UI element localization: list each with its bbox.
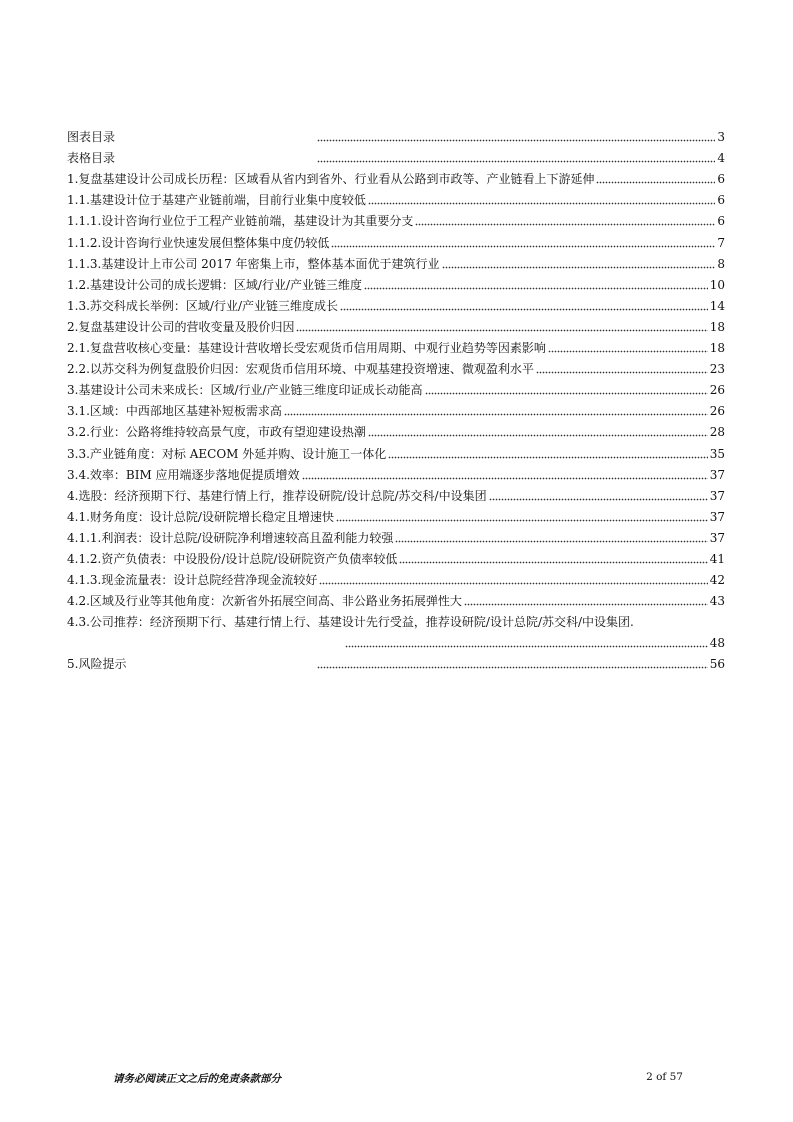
toc-entry[interactable]	[67, 525, 725, 546]
dot-leader	[368, 425, 708, 437]
dot-leader	[317, 657, 708, 669]
toc-entry[interactable]	[67, 124, 725, 145]
toc-entry[interactable]	[67, 462, 725, 483]
toc-entry-title[interactable]: 4.1.2.资产负债表：中设股份/设计总院/设研院资产负债率较低	[67, 551, 398, 566]
dot-leader	[296, 320, 707, 332]
toc-entry[interactable]	[67, 567, 725, 588]
toc-entry[interactable]	[67, 251, 725, 272]
toc-entry-title[interactable]: 4.2.区域及行业等其他角度：次新省外拓展空间高、非公路业务拓展弹性大	[67, 594, 462, 609]
toc-entry[interactable]	[67, 187, 725, 208]
toc-entry-title[interactable]: 4.1.1.利润表：设计总院/设研院净利增速较高且盈利能力较强	[67, 530, 394, 545]
toc-entry-page[interactable]: 6	[717, 193, 725, 208]
toc-entry[interactable]	[67, 377, 725, 398]
dot-leader	[425, 383, 708, 395]
toc-entry[interactable]	[67, 145, 725, 166]
toc-entry[interactable]	[67, 651, 725, 672]
toc-entry-page[interactable]: 43	[709, 594, 725, 609]
dot-leader	[596, 172, 715, 184]
dot-leader	[340, 299, 708, 311]
toc-entry-title[interactable]: 2.复盘基建设计公司的营收变量及股价归因	[67, 319, 295, 334]
dot-leader	[317, 151, 715, 163]
toc-entry-title[interactable]: 4.1.3.现金流量表：设计总院经营净现金流较好	[67, 573, 318, 588]
toc-entry-title[interactable]: 1.3.苏交科成长举例：区域/行业/产业链三维度成长	[67, 298, 338, 313]
dot-leader	[319, 573, 707, 585]
toc-entry-title[interactable]: 3.1.区域：中西部地区基建补短板需求高	[67, 404, 282, 419]
toc-entry-title[interactable]: 表格目录	[67, 151, 116, 166]
disclaimer-text: 请务必阅读正文之后的免责条款部分	[113, 1073, 281, 1085]
dot-leader	[548, 341, 708, 353]
toc-entry[interactable]	[67, 314, 725, 335]
toc-entry-page[interactable]: 37	[709, 509, 725, 524]
toc-entry-title[interactable]: 1.1.2.设计咨询行业快速发展但整体集中度仍较低	[67, 235, 330, 250]
toc-entry-page[interactable]: 26	[709, 383, 725, 398]
toc-entry-title[interactable]: 1.2.基建设计公司的成长逻辑：区域/行业/产业链三维度	[67, 277, 362, 292]
dot-leader	[368, 193, 715, 205]
toc-entry-page[interactable]: 7	[717, 235, 725, 250]
dot-leader	[388, 447, 707, 459]
toc-entry[interactable]	[67, 440, 725, 461]
toc-entry-page[interactable]: 18	[709, 319, 725, 334]
toc-entry[interactable]	[67, 356, 725, 377]
toc-entry[interactable]	[67, 208, 725, 229]
table-of-contents	[67, 124, 725, 672]
toc-entry-title[interactable]: 3.4.效率：BIM 应用端逐步落地促提质增效	[67, 467, 300, 482]
dot-leader	[489, 489, 708, 501]
toc-entry[interactable]	[67, 504, 725, 525]
toc-entry-title[interactable]: 图表目录	[67, 130, 116, 145]
toc-entry[interactable]	[67, 419, 725, 440]
dot-leader	[345, 636, 708, 648]
toc-entry-page[interactable]: 4	[717, 151, 725, 166]
dot-leader	[395, 531, 707, 543]
toc-entry-page[interactable]: 37	[709, 467, 725, 482]
dot-leader	[317, 130, 715, 142]
toc-entry-title[interactable]: 2.2.以苏交科为例复盘股价归因：宏观货币信用环境、中观基建投资增速、微观盈利水平	[67, 362, 534, 377]
toc-entry-page[interactable]: 14	[709, 298, 725, 313]
toc-entry-page[interactable]: 3	[717, 130, 725, 145]
toc-entry-title[interactable]: 3.基建设计公司未来成长：区域/行业/产业链三维度印证成长动能高	[67, 383, 423, 398]
toc-entry-title[interactable]: 1.复盘基建设计公司成长历程：区域看从省内到省外、行业看从公路到市政等、产业链看上下游延伸	[67, 172, 595, 187]
dot-leader	[464, 594, 708, 606]
toc-entry[interactable]	[67, 166, 725, 187]
toc-entry-title[interactable]: 1.1.1.设计咨询行业位于工程产业链前端，基建设计为其重要分支	[67, 214, 414, 229]
toc-entry-title[interactable]: 4.3.公司推荐：经济预期下行、基建行情上行、基建设计先行受益，推荐设研院/设计总院/苏交科/中设集团.	[67, 615, 634, 630]
toc-entry-title[interactable]: 1.1.基建设计位于基建产业链前端，目前行业集中度较低	[67, 193, 366, 208]
toc-entry-page[interactable]: 28	[709, 425, 725, 440]
toc-entry-page[interactable]: 6	[717, 172, 725, 187]
toc-entry[interactable]	[67, 229, 725, 250]
toc-entry[interactable]	[67, 293, 725, 314]
toc-entry-title[interactable]: 4.1.财务角度：设计总院/设研院增长稳定且增速快	[67, 509, 334, 524]
dot-leader	[442, 257, 716, 269]
toc-entry[interactable]	[67, 335, 725, 356]
toc-entry-page[interactable]: 42	[709, 573, 725, 588]
dot-leader	[536, 362, 708, 374]
toc-entry[interactable]	[67, 398, 725, 419]
toc-entry-page[interactable]: 26	[709, 404, 725, 419]
dot-leader	[284, 404, 708, 416]
toc-entry-page[interactable]: 6	[717, 214, 725, 229]
page-indicator: 2 of 57	[646, 1071, 683, 1083]
dot-leader	[336, 510, 708, 522]
toc-entry[interactable]	[67, 609, 725, 630]
toc-entry-title[interactable]: 3.2.行业：公路将维持较高景气度，市政有望迎建设热潮	[67, 425, 366, 440]
toc-entry-page[interactable]: 35	[709, 446, 725, 461]
toc-entry-page[interactable]: 56	[709, 657, 725, 672]
toc-entry[interactable]	[67, 546, 725, 567]
toc-entry-continuation[interactable]	[67, 630, 725, 651]
toc-entry-page[interactable]: 41	[709, 551, 725, 566]
toc-entry-page[interactable]: 37	[709, 530, 725, 545]
toc-entry[interactable]	[67, 272, 725, 293]
toc-entry-page[interactable]: 37	[709, 488, 725, 503]
toc-entry-page[interactable]: 18	[709, 341, 725, 356]
toc-entry-title[interactable]: 5.风险提示	[67, 657, 127, 672]
toc-entry-title[interactable]: 4.选股：经济预期下行、基建行情上行，推荐设研院/设计总院/苏交科/中设集团	[67, 488, 487, 503]
toc-entry-page[interactable]: 10	[709, 277, 725, 292]
page-footer	[113, 1071, 683, 1086]
toc-entry-page[interactable]: 23	[709, 362, 725, 377]
toc-entry-page[interactable]: 8	[717, 256, 725, 271]
dot-leader	[331, 236, 715, 248]
dot-leader	[302, 468, 708, 480]
dot-leader	[364, 278, 708, 290]
dot-leader	[415, 214, 715, 226]
toc-entry-title[interactable]: 1.1.3.基建设计上市公司 2017 年密集上市，整体基本面优于建筑行业	[67, 256, 440, 271]
dot-leader	[399, 552, 707, 564]
toc-entry-title[interactable]: 3.3.产业链角度：对标 AECOM 外延并购、设计施工一体化	[67, 446, 387, 461]
toc-entry-page[interactable]: 48	[709, 636, 725, 651]
toc-entry[interactable]	[67, 483, 725, 504]
toc-entry-title[interactable]: 2.1.复盘营收核心变量：基建设计营收增长受宏观货币信用周期、中观行业趋势等因素影响	[67, 341, 546, 356]
toc-entry[interactable]	[67, 588, 725, 609]
